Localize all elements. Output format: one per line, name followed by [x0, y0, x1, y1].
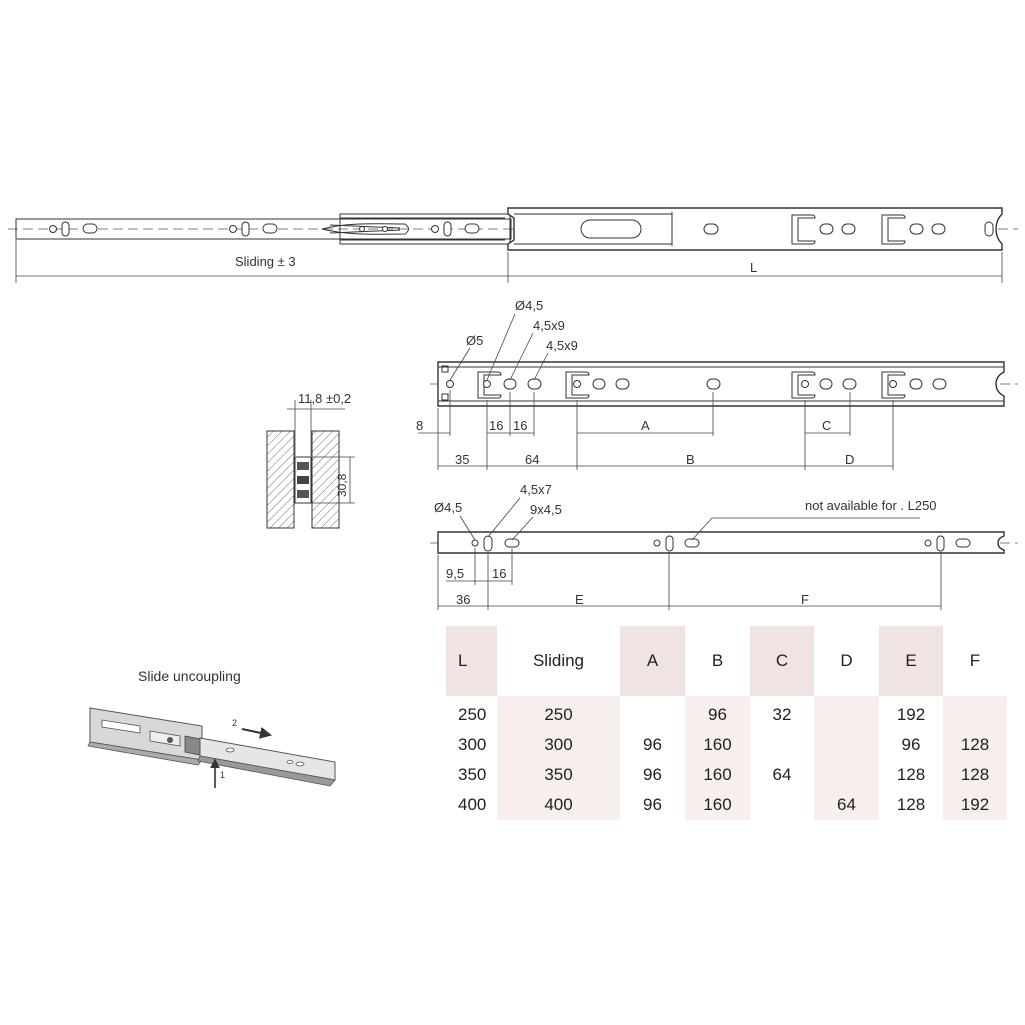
- cell-D: [814, 760, 879, 790]
- cell-E: 192: [896, 705, 926, 724]
- dim-35: 35: [455, 452, 470, 467]
- cell-C: [750, 790, 814, 820]
- cross-section-view: [267, 391, 355, 528]
- availability-note: not available for . L250: [805, 498, 937, 513]
- dim-36: 36: [456, 592, 471, 607]
- cell-sliding: 350: [497, 760, 620, 790]
- hole-d5-label: Ø5: [466, 333, 484, 348]
- header-B: B: [685, 626, 750, 696]
- cell-L: 250: [458, 705, 487, 724]
- dim-E: E: [575, 592, 584, 607]
- header-D: D: [814, 626, 879, 696]
- inner-member-view: [430, 482, 1018, 610]
- cell-A: [620, 696, 685, 730]
- dim-8: 8: [416, 418, 424, 433]
- inner-hole-d45-label: Ø4,5: [434, 500, 463, 515]
- cell-E: 96: [901, 735, 921, 754]
- table-row: [446, 790, 1007, 820]
- cell-A: 96: [643, 735, 662, 754]
- outer-member-view: [416, 298, 1018, 470]
- table-row: [446, 696, 1007, 730]
- cell-C: 64: [772, 765, 792, 784]
- cell-D: [814, 696, 879, 730]
- uncoupling-step-2: 2: [232, 718, 238, 728]
- slot-label-b: 4,5x9: [546, 338, 578, 353]
- table-row: [446, 760, 1007, 790]
- cell-D: [814, 730, 879, 760]
- cell-E: 128: [896, 795, 926, 814]
- cell-F: [943, 696, 1007, 730]
- cell-B: 96: [685, 696, 750, 730]
- cell-B: 160: [685, 790, 750, 820]
- dim-16-inner: 16: [492, 566, 507, 581]
- header-F: F: [943, 626, 1007, 696]
- top-slide-view: [8, 208, 1018, 283]
- cell-C: 32: [772, 705, 792, 724]
- table-header-row: [446, 626, 1007, 696]
- cell-sliding: 250: [497, 696, 620, 730]
- header-C: C: [750, 626, 814, 696]
- dimension-table: [446, 626, 1007, 820]
- dim-B: B: [686, 452, 695, 467]
- ball-cage: [322, 224, 409, 235]
- dim-64: 64: [525, 452, 540, 467]
- length-label: L: [750, 260, 758, 275]
- header-sliding: Sliding: [497, 626, 620, 696]
- cell-sliding: 300: [497, 730, 620, 760]
- cell-E: 128: [896, 765, 926, 784]
- cell-C: [750, 730, 814, 760]
- slide-uncoupling-illustration: [88, 668, 335, 788]
- cell-F: 128: [943, 730, 1007, 760]
- inner-slot-a-label: 4,5x7: [520, 482, 552, 497]
- cell-B: 160: [685, 730, 750, 760]
- cell-F: 128: [943, 760, 1007, 790]
- inner-slot-b-label: 9x4,5: [530, 502, 562, 517]
- uncoupling-title: Slide uncoupling: [138, 668, 241, 684]
- dim-16-a: 16: [489, 418, 504, 433]
- hole-d45-label: Ø4,5: [515, 298, 544, 313]
- header-E: E: [879, 626, 943, 696]
- dim-D: D: [845, 452, 855, 467]
- uncoupling-step-1: 1: [220, 770, 226, 780]
- slot-label-a: 4,5x9: [533, 318, 565, 333]
- dim-A: A: [641, 418, 650, 433]
- cell-A: 96: [643, 765, 662, 784]
- cell-L: 300: [458, 735, 487, 754]
- dim-16-b: 16: [513, 418, 528, 433]
- cell-B: 160: [685, 760, 750, 790]
- cell-D: 64: [814, 790, 879, 820]
- cell-F: 192: [943, 790, 1007, 820]
- header-L: L: [446, 626, 497, 696]
- cell-L: 350: [458, 765, 487, 784]
- cell-sliding: 400: [497, 790, 620, 820]
- section-height-label: 30,8: [335, 473, 349, 497]
- header-A: A: [620, 626, 685, 696]
- table-row: [446, 730, 1007, 760]
- dim-C: C: [822, 418, 832, 433]
- dim-9-5: 9,5: [446, 566, 465, 581]
- cell-L: 400: [458, 795, 487, 814]
- sliding-tolerance-label: Sliding ± 3: [235, 254, 296, 269]
- dim-F: F: [801, 592, 809, 607]
- cell-A: 96: [643, 795, 662, 814]
- section-width-label: 11,8 ±0,2: [298, 391, 352, 406]
